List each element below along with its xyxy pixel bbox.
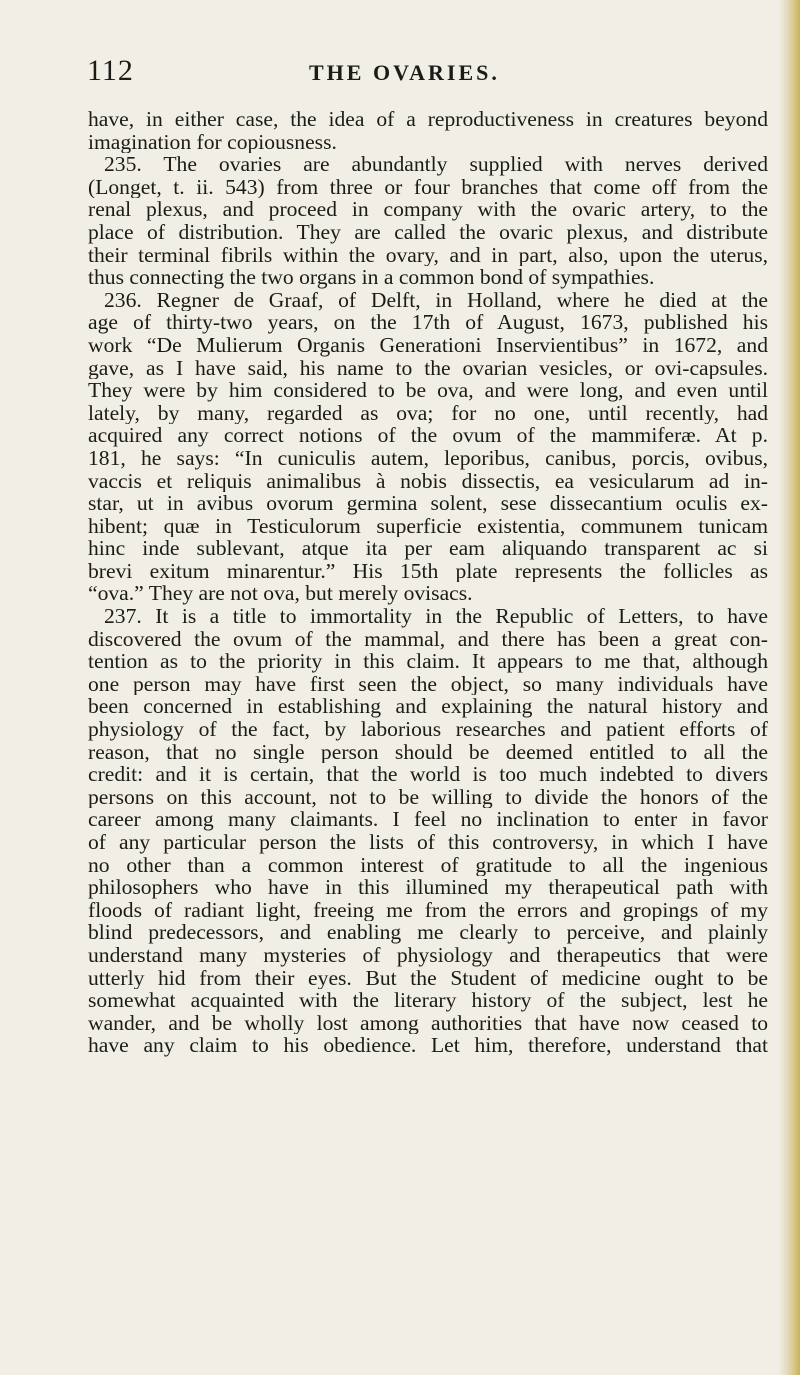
text-line: persons on this account, not to be willing to divide the honors of the: [88, 785, 768, 809]
text-line: lately, by many, regarded as ova; for no one, until recently, had: [88, 401, 768, 425]
text-line: gave, as I have said, his name to the ovarian vesicles, or ovi-capsules.: [88, 356, 768, 380]
text-line: understand many mysteries of physiology and therapeutics that were: [88, 943, 768, 967]
text-line: have, in either case, the idea of a reproductiveness in creatures beyond: [88, 108, 768, 131]
text-line: no other than a common interest of gratitude to all the ingenious: [88, 853, 768, 877]
text-line: “ova.” They are not ova, but merely ovisacs.: [88, 582, 473, 606]
text-line: credit: and it is certain, that the world is too much indebted to divers: [88, 763, 768, 786]
text-line: been concerned in establishing and explaining the natural history and: [88, 695, 768, 719]
text-line: physiology of the fact, by laborious researches and patient efforts of: [88, 718, 768, 741]
page-number: 112: [87, 54, 134, 87]
text-line: 181, he says: “In cuniculis autem, leporibus, canibus, porcis, ovibus,: [88, 446, 768, 470]
text-line: discovered the ovum of the mammal, and there has been a great con-: [88, 627, 768, 651]
text-line: 237. It is a title to immortality in the Republic of Letters, to have: [104, 605, 768, 628]
text-line: hibent; quæ in Testiculorum superficie existentia, communem tunicam: [88, 514, 768, 538]
text-line: their terminal fibrils within the ovary, and in part, also, upon the uterus,: [88, 243, 768, 267]
text-line: 235. The ovaries are abundantly supplied with nerves derived: [104, 153, 768, 176]
text-line: career among many claimants. I feel no inclination to enter in favor: [88, 808, 768, 831]
text-line: work “De Mulierum Organis Generationi Inservientibus” in 1672, and: [88, 333, 768, 357]
text-line: renal plexus, and proceed in company with the ovaric artery, to the: [88, 198, 768, 221]
text-line: imagination for copiousness.: [88, 130, 337, 154]
page-gutter-edge: [778, 0, 800, 1375]
body-text: [88, 108, 768, 1057]
text-line: vaccis et reliquis animalibus à nobis dissectis, ea vesicularum ad in-: [88, 469, 768, 493]
text-line: age of thirty-two years, on the 17th of August, 1673, published his: [88, 311, 768, 334]
text-line: place of distribution. They are called the ovaric plexus, and distribute: [88, 220, 768, 244]
text-line: somewhat acquainted with the literary history of the subject, lest he: [88, 989, 768, 1012]
page-header: [0, 50, 800, 100]
text-line: thus connecting the two organs in a common bond of sympathies.: [88, 266, 655, 289]
text-line: brevi exitum minarentur.” His 15th plate represents the follicles as: [88, 559, 768, 583]
running-title: THE OVARIES.: [309, 60, 500, 85]
text-line: tention as to the priority in this claim. It appears to me that, although: [88, 650, 768, 673]
text-line: philosophers who have in this illumined my therapeutical path with: [88, 876, 768, 899]
text-line: one person may have first seen the object, so many individuals have: [88, 672, 768, 696]
text-line: have any claim to his obedience. Let him, therefore, understand that: [88, 1034, 768, 1057]
text-line: acquired any correct notions of the ovum of the mammiferæ. At p.: [88, 424, 768, 447]
text-line: wander, and be wholly lost among authorities that have now ceased to: [88, 1011, 768, 1035]
text-line: (Longet, t. ii. 543) from three or four branches that come off from the: [88, 175, 768, 199]
text-line: of any particular person the lists of this controversy, in which I have: [88, 831, 768, 854]
text-line: They were by him considered to be ova, and were long, and even until: [88, 379, 768, 402]
text-line: hinc inde sublevant, atque ita per eam aliquando transparent ac si: [88, 537, 768, 560]
text-line: star, ut in avibus ovorum germina solent, sese dissecantium oculis ex-: [88, 492, 768, 515]
text-line: floods of radiant light, freeing me from the errors and gropings of my: [88, 898, 768, 922]
text-line: 236. Regner de Graaf, of Delft, in Holland, where he died at the: [104, 288, 768, 312]
text-line: utterly hid from their eyes. But the Student of medicine ought to be: [88, 966, 768, 990]
text-line: reason, that no single person should be deemed entitled to all the: [88, 740, 768, 764]
text-line: blind predecessors, and enabling me clearly to perceive, and plainly: [88, 921, 768, 944]
